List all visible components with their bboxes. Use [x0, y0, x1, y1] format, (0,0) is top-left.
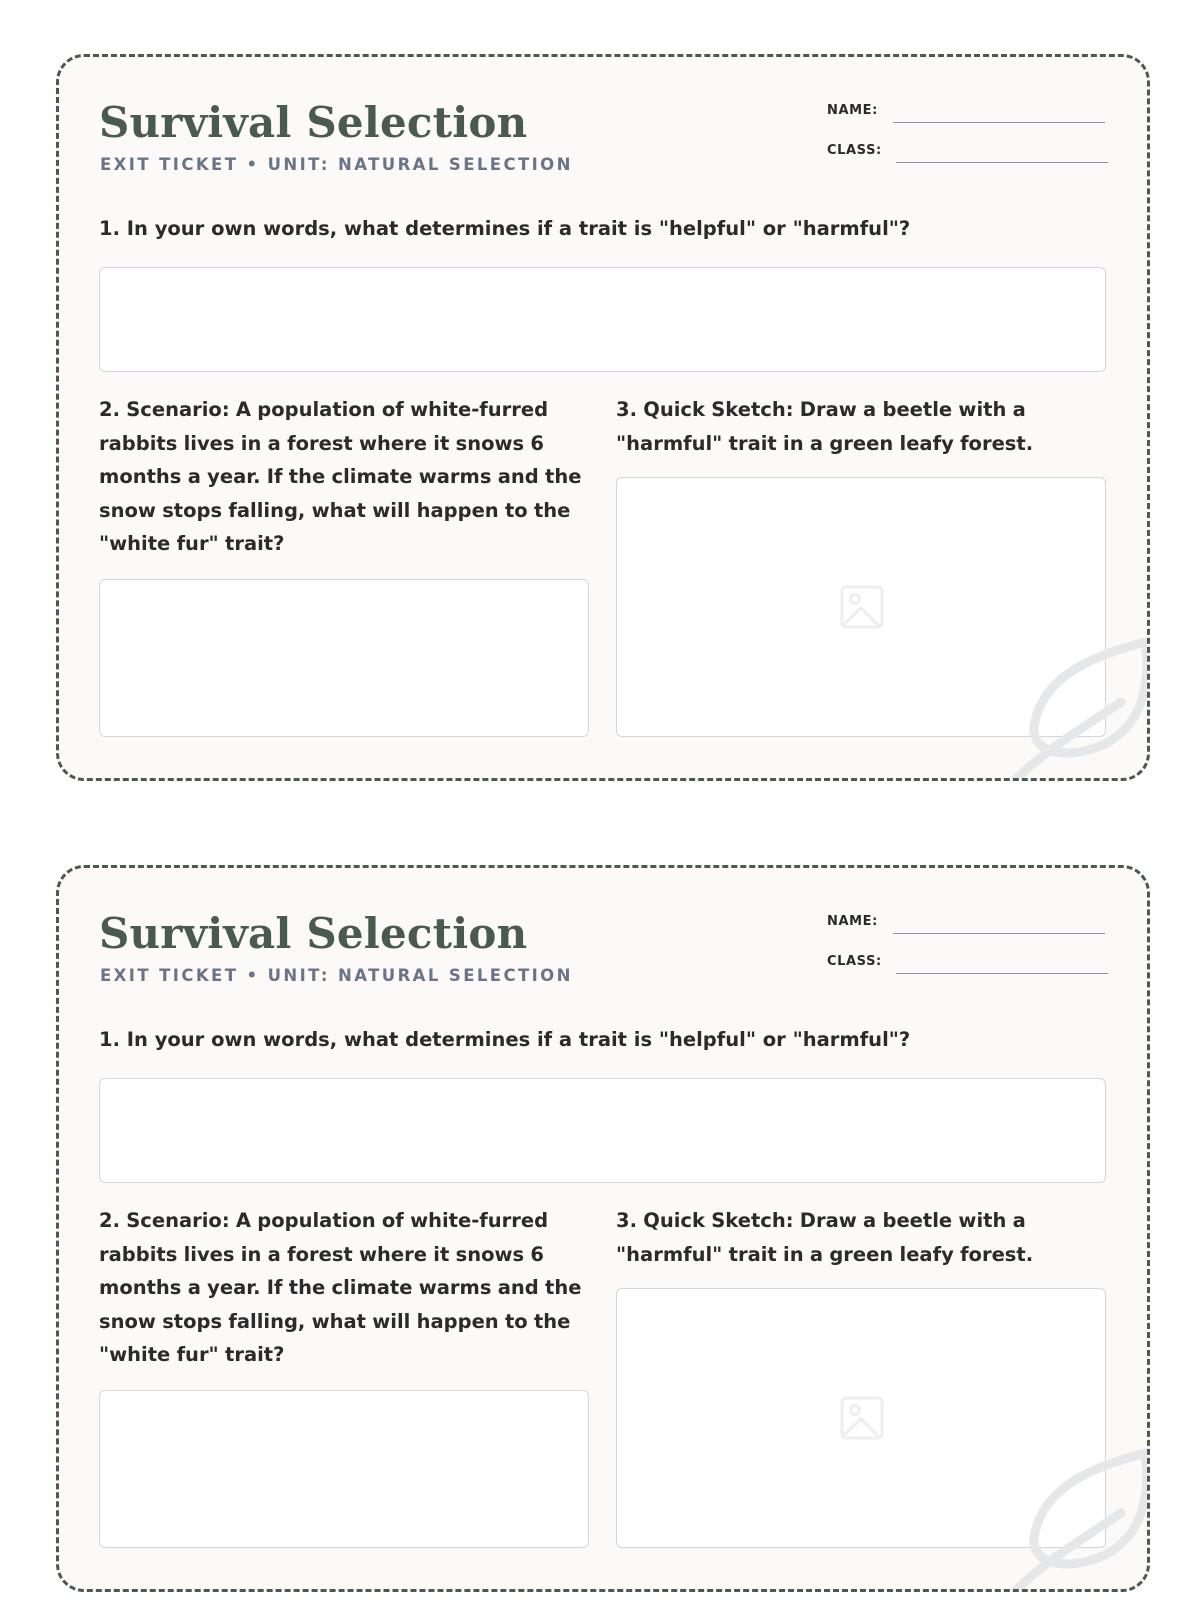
- leaf-icon: [1005, 632, 1150, 781]
- image-placeholder-icon: [839, 584, 885, 630]
- question-2: 2. Scenario: A population of white-furred rabbits lives in a forest where it snows 6 months a year. If the climate warms and the snow stops falling, what will happen to the "white fur" trait?: [99, 398, 582, 555]
- class-label: CLASS:: [827, 954, 882, 969]
- ticket-subtitle: EXIT TICKET • UNIT: NATURAL SELECTION: [100, 966, 573, 985]
- name-label: NAME:: [827, 103, 878, 118]
- question-3: 3. Quick Sketch: Draw a beetle with a "harmful" trait in a green leafy forest.: [616, 1209, 1034, 1266]
- ticket-subtitle: EXIT TICKET • UNIT: NATURAL SELECTION: [100, 155, 573, 174]
- class-line[interactable]: [896, 973, 1108, 974]
- class-label: CLASS:: [827, 143, 882, 158]
- class-line[interactable]: [896, 162, 1108, 163]
- name-line[interactable]: [893, 933, 1105, 934]
- name-label: NAME:: [827, 914, 878, 929]
- answer-box-2[interactable]: [99, 579, 589, 737]
- answer-box-1[interactable]: [99, 267, 1106, 372]
- name-line[interactable]: [893, 122, 1105, 123]
- image-placeholder-icon: [839, 1395, 885, 1441]
- question-1: 1. In your own words, what determines if a trait is "helpful" or "harmful"?: [99, 217, 911, 240]
- exit-ticket-1: [56, 54, 1150, 781]
- answer-box-1[interactable]: [99, 1078, 1106, 1183]
- question-2: 2. Scenario: A population of white-furred rabbits lives in a forest where it snows 6 months a year. If the climate warms and the snow stops falling, what will happen to the "white fur" trait?: [99, 1209, 582, 1366]
- ticket-title: Survival Selection: [99, 98, 528, 147]
- answer-box-2[interactable]: [99, 1390, 589, 1548]
- question-1: 1. In your own words, what determines if a trait is "helpful" or "harmful"?: [99, 1028, 911, 1051]
- exit-ticket-2: [56, 865, 1150, 1592]
- ticket-title: Survival Selection: [99, 909, 528, 958]
- leaf-icon: [1005, 1443, 1150, 1592]
- question-3: 3. Quick Sketch: Draw a beetle with a "harmful" trait in a green leafy forest.: [616, 398, 1034, 455]
